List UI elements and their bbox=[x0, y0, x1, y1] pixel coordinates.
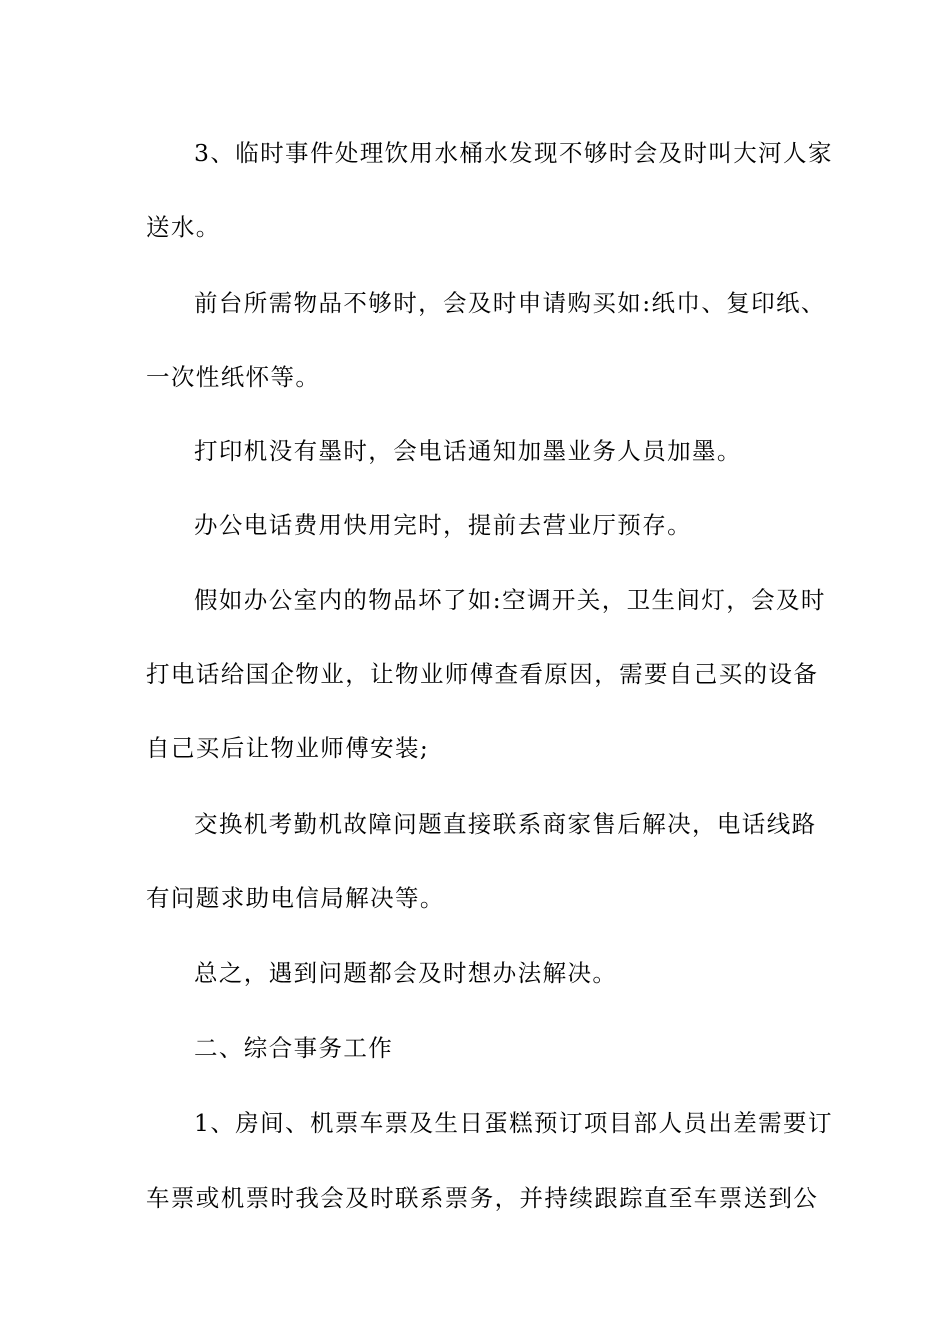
paragraph-line: 3、临时事件处理饮用水桶水发现不够时会及时叫大河人家 bbox=[194, 139, 833, 167]
paragraph-line: 打印机没有墨时，会电话通知加墨业务人员加墨。 bbox=[194, 437, 742, 465]
paragraph-line: 自己买后让物业师傅安装; bbox=[146, 734, 430, 762]
paragraph-line: 有问题求助电信局解决等。 bbox=[146, 884, 445, 912]
paragraph-line: 办公电话费用快用完时，提前去营业厅预存。 bbox=[194, 511, 692, 539]
paragraph-line: 送水。 bbox=[146, 213, 221, 241]
paragraph-line: 总之，遇到问题都会及时想办法解决。 bbox=[194, 959, 618, 987]
paragraph-line: 前台所需物品不够时，会及时申请购买如:纸巾、复印纸、 bbox=[194, 289, 826, 317]
paragraph-line: 一次性纸怀等。 bbox=[146, 363, 321, 391]
paragraph-line: 车票或机票时我会及时联系票务，并持续跟踪直至车票送到公 bbox=[146, 1184, 819, 1212]
paragraph-line: 假如办公室内的物品坏了如:空调开关，卫生间灯，会及时 bbox=[194, 586, 826, 614]
heading-line: 二、综合事务工作 bbox=[194, 1034, 394, 1062]
paragraph-line: 1、房间、机票车票及生日蛋糕预订项目部人员出差需要订 bbox=[194, 1109, 833, 1137]
paragraph-line: 打电话给国企物业，让物业师傅查看原因，需要自己买的设备 bbox=[146, 660, 819, 688]
paragraph-line: 交换机考勤机故障问题直接联系商家售后解决，电话线路 bbox=[194, 810, 817, 838]
